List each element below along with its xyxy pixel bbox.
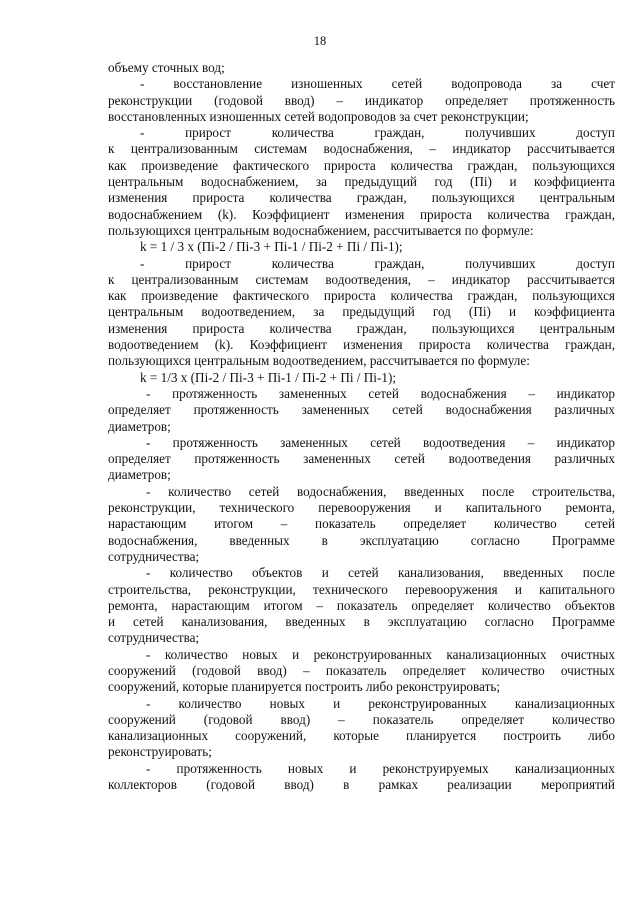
text-line: изменения прироста количества граждан, пользующихся центральным <box>108 320 615 336</box>
text-line: к централизованным системам водоснабжения, – индикатор рассчитывается <box>108 141 615 157</box>
text-line: центральным водоотведением, за предыдущий год (Пi) и коэффициента <box>108 304 615 320</box>
text-line: к централизованным системам водоотведения, – индикатор рассчитывается <box>108 271 615 287</box>
text-line: - количество новых и реконструированных канализационных <box>146 695 615 711</box>
text-line: канализационных сооружений, которые планируется построить либо <box>108 728 615 744</box>
text-line: k = 1 / 3 x (Пi-2 / Пi-3 + Пi-1 / Пi-2 + Пi / Пi-1); <box>140 239 403 255</box>
text-line: восстановленных изношенных сетей водопроводов за счет реконструкции; <box>108 108 529 124</box>
text-line: диаметров; <box>108 418 171 434</box>
text-line: - протяженность замененных сетей водоснабжения – индикатор <box>146 385 615 401</box>
text-line: реконструкции (годовой ввод) – индикатор определяет протяженность <box>108 92 615 108</box>
text-line: сооружений, которые планируется построить либо реконструировать; <box>108 679 501 695</box>
text-line: пользующихся центральным водоотведением, рассчитывается по формуле: <box>108 353 530 369</box>
text-line: водоснабжения, введенных в эксплуатацию согласно Программе <box>108 532 615 548</box>
text-line: - прирост количества граждан, получивших доступ <box>140 125 615 141</box>
text-line: нарастающим итогом – показатель определяет количество сетей <box>108 516 615 532</box>
text-line: центральным водоснабжением, за предыдущий год (Пi) и коэффициента <box>108 174 615 190</box>
text-line: как произведение фактического прироста количества граждан, пользующихся <box>108 288 615 304</box>
text-line: реконструкции, технического перевооружения и капитального ремонта, <box>108 500 615 516</box>
text-line: сооружений (годовой ввод) – показатель определяет количество очистных <box>108 662 615 678</box>
text-line: как произведение фактического прироста количества граждан, пользующихся <box>108 157 615 173</box>
text-line: k = 1/3 x (Пi-2 / Пi-3 + Пi-1 / Пi-2 + Пi / Пi-1); <box>140 369 396 385</box>
body-text <box>108 60 615 793</box>
text-line: ремонта, нарастающим итогом – показатель определяет количество объектов <box>108 597 615 613</box>
text-line: - протяженность новых и реконструируемых канализационных <box>146 760 615 776</box>
text-line: изменения прироста количества граждан, пользующихся центральным <box>108 190 615 206</box>
text-line: объему сточных вод; <box>108 60 225 75</box>
text-line: строительства, реконструкции, технического перевооружения и капитального <box>108 581 615 597</box>
text-line: - количество сетей водоснабжения, введенных после строительства, <box>146 483 615 499</box>
text-line: - количество новых и реконструированных канализационных очистных <box>146 646 615 662</box>
text-line: - прирост количества граждан, получивших доступ <box>140 255 615 271</box>
text-line: водоснабжением (k). Коэффициент изменения прироста количества граждан, <box>108 206 615 222</box>
text-line: диаметров; <box>108 467 171 483</box>
text-line: определяет протяженность замененных сетей водоотведения различных <box>108 451 615 467</box>
text-line: - восстановление изношенных сетей водопровода за счет <box>140 76 615 92</box>
text-line: сотрудничества; <box>108 548 200 564</box>
text-line: определяет протяженность замененных сетей водоснабжения различных <box>108 402 615 418</box>
text-line: коллекторов (годовой ввод) в рамках реализации мероприятий <box>108 777 615 793</box>
text-line: реконструировать; <box>108 744 212 760</box>
text-line: - протяженность замененных сетей водоотведения – индикатор <box>146 434 615 450</box>
text-line: и сетей канализования, введенных в эксплуатацию согласно Программе <box>108 614 615 630</box>
text-line: сооружений (годовой ввод) – показатель определяет количество <box>108 711 615 727</box>
text-line: водоотведением (k). Коэффициент изменения прироста количества граждан, <box>108 337 615 353</box>
page-number: 18 <box>313 34 327 48</box>
text-line: пользующихся центральным водоснабжением, рассчитывается по формуле: <box>108 222 534 238</box>
text-line: сотрудничества; <box>108 630 200 646</box>
text-line: - количество объектов и сетей канализования, введенных после <box>146 565 615 581</box>
